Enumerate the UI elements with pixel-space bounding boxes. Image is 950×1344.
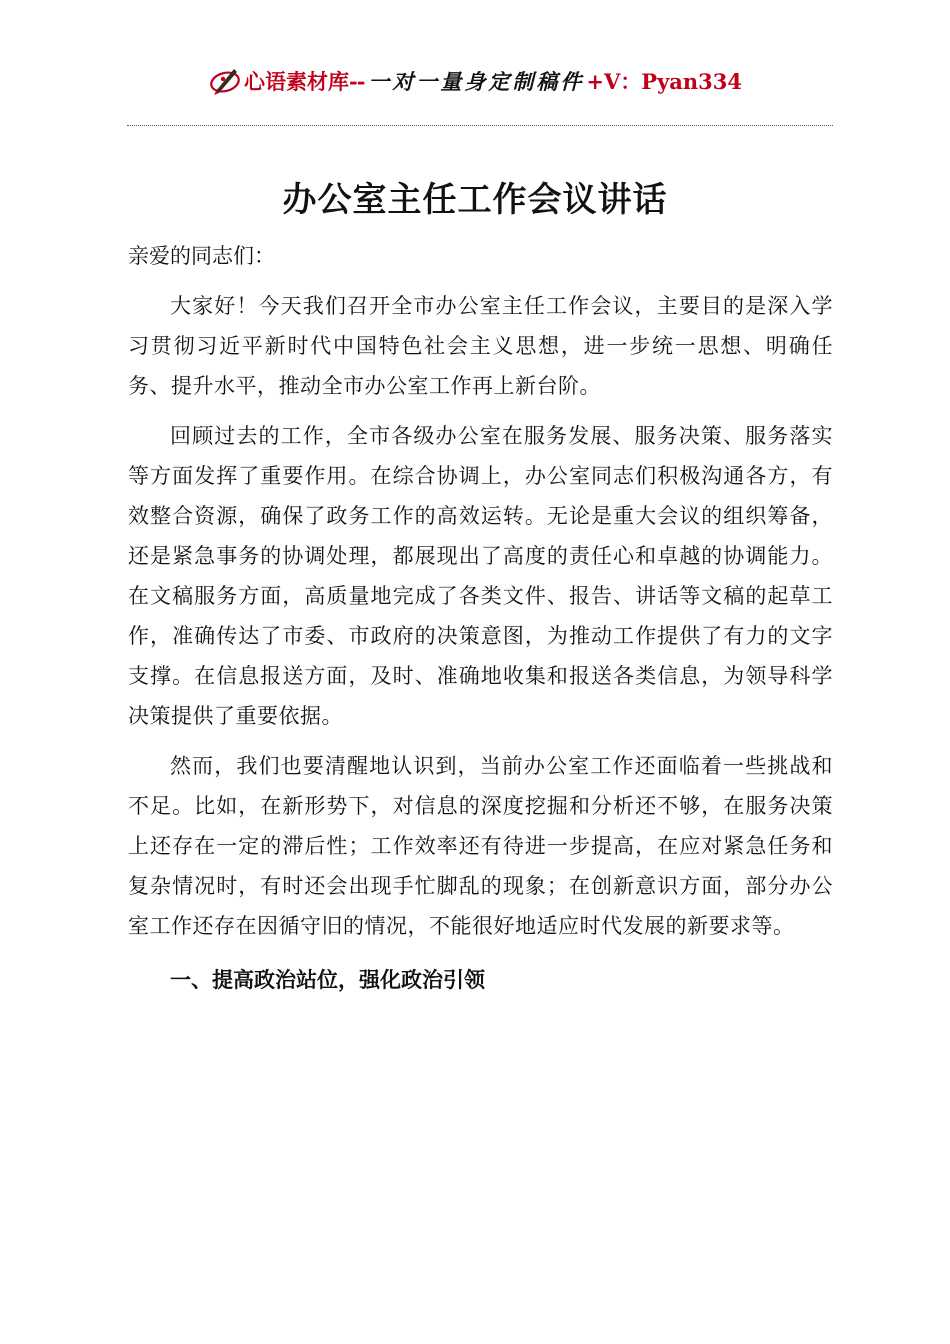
header-separator: -- (348, 69, 365, 94)
paragraph-challenges: 然而，我们也要清醒地认识到，当前办公室工作还面临着一些挑战和不足。比如，在新形势下，对信息的深度挖掘和分析还不够，在服务决策上还存在一定的滞后性；工作效率还有待进一步提高，在应对紧急任务和复杂情况时，有时还会出现手忙脚乱的现象；在创新意识方面，部分办公室工作还存在因循守旧的情况，不能很好地适应时代发展的新要求等。 (128, 754, 833, 938)
paragraph-review: 回顾过去的工作，全市各级办公室在服务发展、服务决策、服务落实等方面发挥了重要作用。在综合协调上，办公室同志们积极沟通各方，有效整合资源，确保了政务工作的高效运转。无论是重大会议的组织筹备，还是紧急事务的协调处理，都展现出了高度的责任心和卓越的协调能力。在文稿服务方面，高质量地完成了各类文件、报告、讲话等文稿的起草工作，准确传达了市委、市政府的决策意图，为推动工作提供了有力的文字支撑。在信息报送方面，及时、准确地收集和报送各类信息，为领导科学决策提供了重要依据。 (128, 424, 833, 728)
header-divider (127, 125, 833, 126)
section-heading: 一、提高政治站位，强化政治引领 (170, 967, 485, 992)
pen-logo-icon (208, 63, 242, 97)
document-body (128, 236, 833, 1000)
paragraph-intro: 大家好！今天我们召开全市办公室主任工作会议，主要目的是深入学习贯彻习近平新时代中国特色社会主义思想，进一步统一思想、明确任务、提升水平，推动全市办公室工作再上新台阶。 (128, 294, 833, 398)
header-banner (208, 65, 742, 99)
brand-name: 心语素材库 (243, 69, 349, 94)
document-title: 办公室主任工作会议讲话 (282, 180, 668, 220)
greeting: 亲爱的同志们： (128, 244, 275, 268)
header-contact: +V：Pyan334 (586, 69, 743, 94)
page-header (0, 62, 950, 102)
header-tagline: 一对一量身定制稿件 (368, 69, 585, 94)
